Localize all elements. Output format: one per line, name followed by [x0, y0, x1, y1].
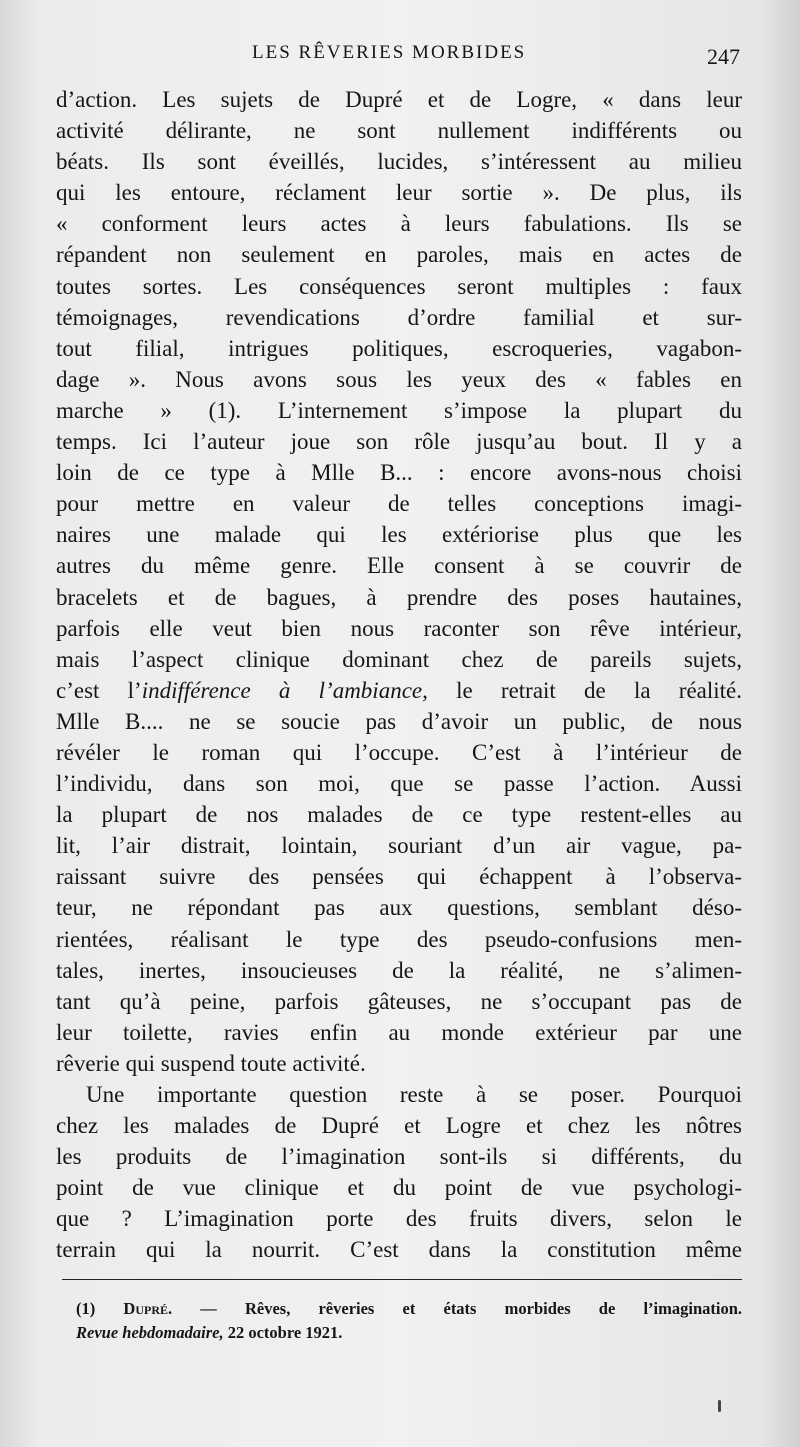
text-segment: le retrait de la réalité.	[427, 677, 742, 703]
footnote-journal: Revue hebdomadaire,	[76, 1323, 224, 1342]
footnote-divider	[62, 1279, 742, 1280]
text-line: témoignages, revendications d’ordre familial et sur-	[56, 304, 742, 330]
paragraph-start-line: Une importante question reste à se poser. Pourquoi	[86, 1082, 742, 1107]
text-line: lit, l’air distrait, lointain, souriant d’un air vague, pa-	[56, 833, 742, 859]
footnote-title: — Rêves, rêveries et états morbides de l’imagination.	[172, 1299, 743, 1318]
page-number: 247	[707, 44, 740, 69]
text-line: que ? L’imagination porte des fruits divers, selon le	[56, 1206, 742, 1232]
text-line: marche » (1). L’internement s’impose la plupart du	[56, 397, 742, 423]
text-line: mais l’aspect clinique dominant chez de pareils sujets,	[56, 646, 742, 672]
text-line: Mlle B.... ne se soucie pas d’avoir un public, de nous	[56, 708, 742, 734]
running-title: LES RÊVERIES MORBIDES	[252, 42, 527, 63]
text-line: d’action. Les sujets de Dupré et de Logre, « dans leur	[56, 87, 742, 112]
text-line: tant qu’à peine, parfois gâteuses, ne s’occupant pas de	[56, 988, 742, 1014]
paragraph-end-line: rêverie qui suspend toute activité.	[56, 1050, 366, 1076]
italic-emphasis: indifférence à l’ambiance,	[141, 677, 428, 703]
text-line: naires une malade qui les extériorise plus que les	[56, 522, 742, 548]
text-line: leur toilette, ravies enfin au monde extérieur par une	[56, 1019, 742, 1045]
text-line: qui les entoure, réclament leur sortie ». De plus, ils	[56, 180, 742, 206]
text-line: chez les malades de Dupré et Logre et chez les nôtres	[56, 1113, 742, 1139]
footnote-marker: (1)	[76, 1299, 96, 1318]
text-line: terrain qui la nourrit. C’est dans la constitution même	[56, 1237, 742, 1263]
text-line: teur, ne répondant pas aux questions, semblant déso-	[56, 895, 742, 921]
text-line: béats. Ils sont éveillés, lucides, s’intéressent au milieu	[56, 149, 742, 175]
page-header	[60, 42, 740, 76]
print-speck	[718, 1400, 721, 1412]
text-line: les produits de l’imagination sont-ils si différents, du	[56, 1144, 742, 1170]
text-line-with-italic	[56, 675, 742, 706]
text-line: pour mettre en valeur de telles conceptions imagi-	[56, 491, 742, 517]
text-line: « conforment leurs actes à leurs fabulations. Ils se	[56, 211, 742, 237]
text-line: l’individu, dans son moi, que se passe l’action. Aussi	[56, 771, 742, 797]
footnote-date: 22 octobre 1921.	[223, 1323, 343, 1342]
footnote-line	[76, 1297, 742, 1321]
text-line: dage ». Nous avons sous les yeux des « fables en	[56, 366, 742, 392]
text-line: bracelets et de bagues, à prendre des poses hautaines,	[56, 584, 742, 610]
text-line: toutes sortes. Les conséquences seront multiples : faux	[56, 273, 742, 299]
text-line: raissant suivre des pensées qui échappent à l’observa-	[56, 864, 742, 890]
text-line: rientées, réalisant le type des pseudo-confusions men-	[56, 926, 742, 952]
footnote-author: Dupré.	[123, 1299, 173, 1318]
text-segment: c’est l’	[56, 677, 142, 703]
body-text	[56, 84, 742, 1266]
text-line: tales, inertes, insoucieuses de la réalité, ne s’alimen-	[56, 957, 742, 983]
text-line: parfois elle veut bien nous raconter son rêve intérieur,	[56, 615, 742, 641]
text-line: temps. Ici l’auteur joue son rôle jusqu’au bout. Il y a	[56, 429, 742, 455]
footnote-line	[76, 1321, 742, 1345]
text-line: répandent non seulement en paroles, mais en actes de	[56, 242, 742, 268]
text-line: révéler le roman qui l’occupe. C’est à l’intérieur de	[56, 739, 742, 765]
text-line: autres du même genre. Elle consent à se couvrir de	[56, 553, 742, 579]
text-line: tout filial, intrigues politiques, escroqueries, vagabon-	[56, 335, 742, 361]
text-line: loin de ce type à Mlle B... : encore avons-nous choisi	[56, 460, 742, 486]
text-line: la plupart de nos malades de ce type restent-elles au	[56, 802, 742, 828]
text-line: activité délirante, ne sont nullement indifférents ou	[56, 118, 742, 144]
text-line: point de vue clinique et du point de vue psychologi-	[56, 1175, 742, 1201]
footnote	[76, 1297, 742, 1345]
